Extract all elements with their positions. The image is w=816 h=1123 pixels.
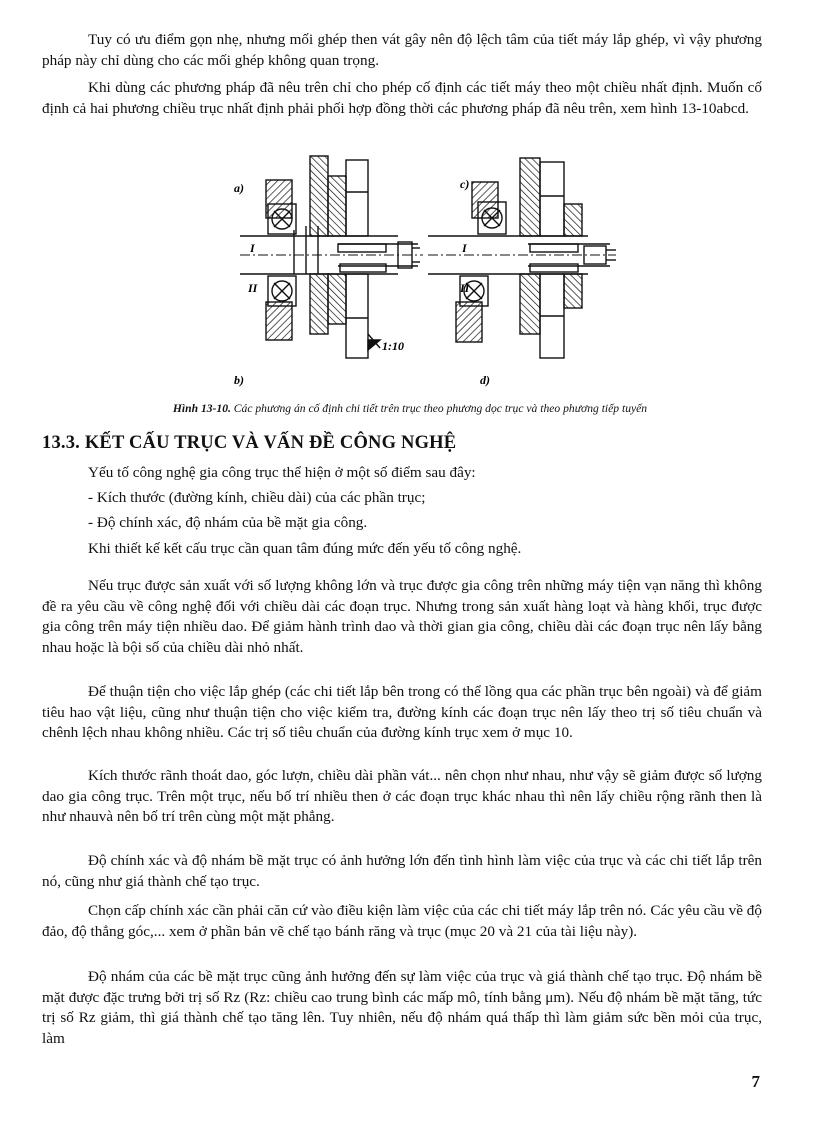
part-label-II-right: II <box>460 281 470 295</box>
section-note: Khi thiết kế kết cấu trục cần quan tâm đúng mức đến yếu tố công nghệ. <box>88 540 522 557</box>
figure-label-b: b) <box>234 373 244 387</box>
body-paragraph-4: Độ chính xác và độ nhám bề mặt trục có ảnh hưởng lớn đến tình hình làm việc của trục và các chi tiết lắp trên nó, cũng như giá thành chế tạo trục. <box>42 852 762 890</box>
caption-number: Hình 13-10. <box>172 402 231 415</box>
page-number: 7 <box>751 1072 760 1091</box>
assembly-right <box>428 158 616 358</box>
figure-caption <box>60 402 760 415</box>
figure-13-10-drawing <box>228 152 628 394</box>
caption-text: Các phương án cố định chi tiết trên trục theo phương dọc trục và theo phương tiếp tuyến <box>233 402 648 415</box>
bullet-item: - Độ chính xác, độ nhám của bề mặt gia công. <box>88 514 368 531</box>
figure-label-d: d) <box>480 373 490 387</box>
bullet-item: - Kích thước (đường kính, chiều dài) của các phần trục; <box>88 489 426 506</box>
taper-label: 1:10 <box>382 339 404 353</box>
part-label-II-left: II <box>248 281 258 295</box>
body-paragraph-5: Chọn cấp chính xác cần phải căn cứ vào điều kiện làm việc của các chi tiết máy lắp trên nó. Các yêu cầu về độ đảo, độ thẳng góc,... xem ở phần bản vẽ chế tạo bánh răng và trục (mục 20 và 21 của tài liệu này). <box>42 902 762 940</box>
figure-label-a: a) <box>234 181 244 195</box>
section-heading: 13.3. KẾT CẤU TRỤC VÀ VẤN ĐỀ CÔNG NGHỆ <box>42 433 457 453</box>
section-lead: Yếu tố công nghệ gia công trục thể hiện ở một số điểm sau đây: <box>88 464 476 481</box>
figure-label-c: c) <box>460 177 470 191</box>
body-paragraph-6: Độ nhám của các bề mặt trục cũng ảnh hưởng đến sự làm việc của trục và giá thành chế tạo trục. Độ nhám bề mặt được đặc trưng bởi trị số Rz (Rz: chiều cao trung bình các mấp mô, tính bằng μm). Nếu độ nhám bề mặt tăng, tức trị số Rz giảm, thì giá thành chế tạo tăng lên. Tuy nhiên, nếu độ nhám quá thấp thì làm giảm sức bền mỏi của trục, làm <box>42 968 762 1047</box>
body-paragraph-3: Kích thước rãnh thoát dao, góc lượn, chiều dài phần vát... nên chọn như nhau, như vậy sẽ giảm được số lượng dao gia công trục. Trên một trục, nếu bố trí nhiều then ở các đoạn trục khác nhau thì nên lấy chiều rộng rãnh then là như nhauvà nên bố trí trên cùng một mặt phẳng. <box>42 767 762 825</box>
part-label-I-right: I <box>462 241 467 255</box>
body-paragraph-2: Để thuận tiện cho việc lắp ghép (các chi tiết lắp bên trong có thể lồng qua các phần trục bên ngoài) và để giảm tiêu hao vật liệu, cũng như thuận tiện cho việc kiểm tra, đường kính các đoạn trục nên lấy theo trị số tiêu chuẩn và chênh lệch nhau không nhiều. Các trị số tiêu chuẩn của đường kính trục xem ở mục 10. <box>42 683 762 741</box>
intro-paragraph-1: Tuy có ưu điểm gọn nhẹ, nhưng mối ghép then vát gây nên độ lệch tâm của tiết máy lắp ghép, vì vậy phương pháp này chỉ dùng cho các mối ghép không quan trọng. <box>42 31 762 69</box>
body-paragraph-1: Nếu trục được sản xuất với số lượng không lớn và trục được gia công trên những máy tiện vạn năng thì không đề ra yêu cầu về công nghệ đối với chiều dài các đoạn trục. Nhưng trong sản xuất hàng loạt và hàng khối, trục được gia công trên máy tiện nhiều dao. Để giảm hành trình dao và thời gian gia công, chiều dài các đoạn trục nên lấy bằng nhau hoặc là bội số của chiều dài nhỏ nhất. <box>42 577 762 656</box>
intro-paragraph-2: Khi dùng các phương pháp đã nêu trên chỉ cho phép cố định các tiết máy theo một chiều nhất định. Muốn cố định cả hai phương chiều trục nhất định phải phối hợp đồng thời các phương pháp đã nêu trên, xem hình 13-10abcd. <box>42 79 762 117</box>
part-label-I-left: I <box>250 241 255 255</box>
assembly-left <box>240 156 423 358</box>
